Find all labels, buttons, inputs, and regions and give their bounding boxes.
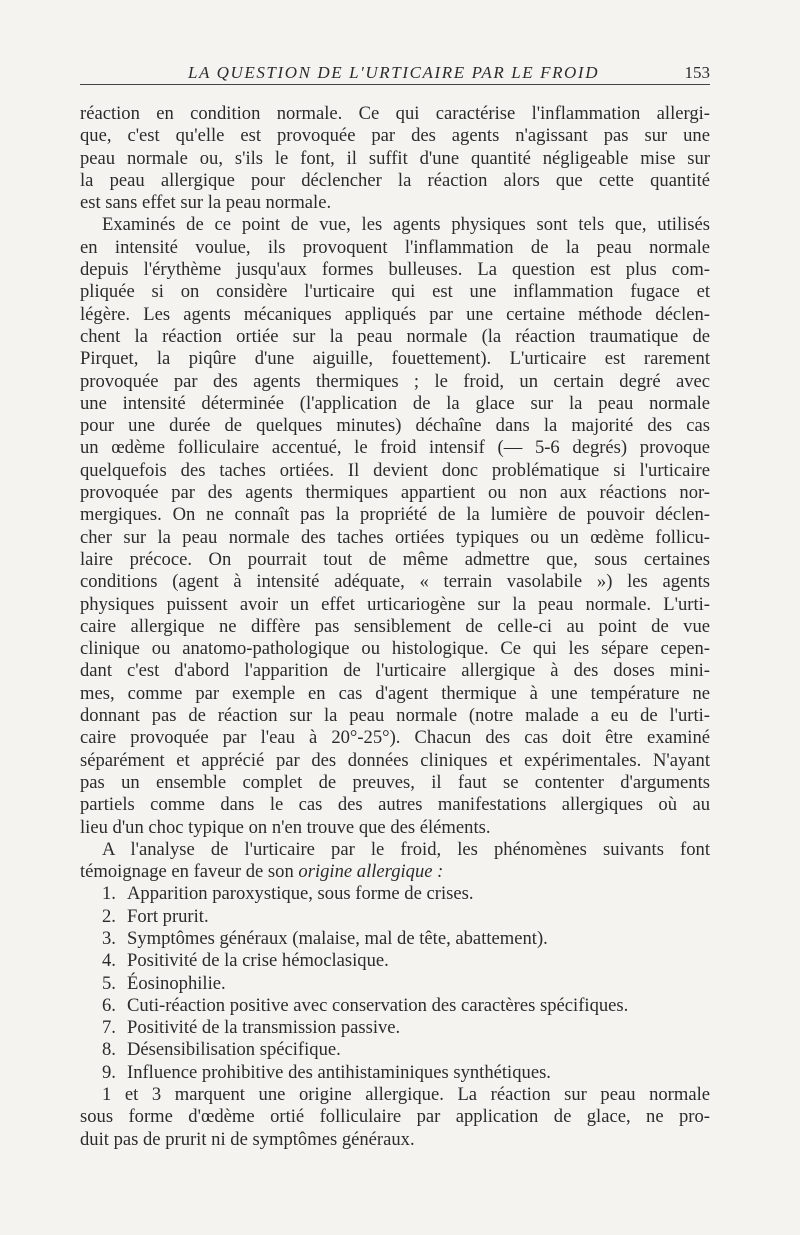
body-text [80, 103, 710, 1151]
list-item-number: 2. [102, 905, 116, 927]
list-item-text: Désensibilisation spécifique. [127, 1039, 341, 1061]
list-item-number: 9. [102, 1061, 116, 1083]
text-line: est sans effet sur la peau normale. [80, 192, 332, 214]
text-line: quelquefois des taches ortiées. Il devient donc problématique si l'urticaire [80, 459, 710, 481]
emphasis-text: origine allergique : [298, 861, 444, 883]
text-line: partiels comme dans le cas des autres manifestations allergiques où au [80, 794, 710, 816]
list-item-number: 8. [102, 1039, 116, 1061]
text-line: caire allergique ne diffère pas sensiblement de celle-ci au point de vue [80, 615, 710, 637]
list-item-number: 3. [102, 927, 116, 949]
intro-paragraph [80, 839, 710, 884]
text-line: provoquée par des agents thermiques ; le froid, un certain degré avec [80, 370, 710, 392]
closing-paragraph [80, 1084, 710, 1151]
list-item-text: Éosinophilie. [127, 972, 226, 994]
text-line: pas un ensemble complet de preuves, il faut se contenter d'arguments [80, 771, 710, 793]
text-line: peau normale ou, s'ils le font, il suffit d'une quantité négligeable mise sur [80, 147, 710, 169]
text-line: légère. Les agents mécaniques appliqués par une certaine méthode déclen- [80, 303, 710, 325]
text-line: la peau allergique pour déclencher la réaction alors que cette quantité [80, 169, 710, 191]
text-line: mes, comme par exemple en cas d'agent thermique à une température ne [80, 682, 710, 704]
text-line: physiques puissent avoir un effet urticariogène sur la peau normale. L'urti- [80, 593, 710, 615]
list-item [80, 906, 710, 928]
list-item-number: 6. [102, 994, 116, 1016]
text-line: dant c'est d'abord l'apparition de l'urticaire allergique à des doses mini- [80, 660, 710, 682]
text-line: chent la réaction ortiée sur la peau normale (la réaction traumatique de [80, 325, 710, 347]
text-line: laire précoce. On pourrait tout de même admettre que, sous certaines [80, 548, 710, 570]
list-item-number: 7. [102, 1017, 116, 1039]
list-item-text: Positivité de la transmission passive. [127, 1017, 401, 1039]
text-line: 1 et 3 marquent une origine allergique. La réaction sur peau normale [102, 1084, 710, 1106]
text-line: séparément et apprécié par des données cliniques et expérimentales. N'ayant [80, 749, 710, 771]
running-title: LA QUESTION DE L'URTICAIRE PAR LE FROID [188, 63, 600, 82]
text-line: depuis l'érythème jusqu'aux formes bulleuses. La question est plus com- [80, 259, 710, 281]
list-item [80, 1062, 710, 1084]
list-item [80, 883, 710, 905]
list-item-number: 1. [102, 883, 116, 905]
list-item-number: 5. [102, 972, 116, 994]
paragraph [80, 103, 710, 214]
list-item [80, 928, 710, 950]
list-item [80, 1039, 710, 1061]
text-line: lieu d'un choc typique on n'en trouve que des éléments. [80, 816, 491, 838]
list-item-text: Apparition paroxystique, sous forme de crises. [127, 883, 474, 905]
list-item-number: 4. [102, 950, 116, 972]
text-line: cher sur la peau normale des taches ortiées typiques ou un œdème follicu- [80, 526, 710, 548]
text-line: donnant pas de réaction sur la peau normale (notre malade a eu de l'urti- [80, 705, 710, 727]
text-line [80, 861, 710, 883]
criteria-list [80, 883, 710, 1084]
text-line: clinique ou anatomo-pathologique ou histologique. Ce qui les sépare cepen- [80, 638, 710, 660]
paragraphs [80, 103, 710, 839]
list-item-text: Symptômes généraux (malaise, mal de tête, abattement). [127, 927, 548, 949]
list-item-text: Influence prohibitive des antihistaminiques synthétiques. [127, 1061, 551, 1083]
list-item-text: Positivité de la crise hémoclasique. [127, 950, 389, 972]
text-line: Pirquet, la piqûre d'une aiguille, fouettement). L'urticaire est rarement [80, 348, 710, 370]
text-line: pour une durée de quelques minutes) déchaîne dans la majorité des cas [80, 415, 710, 437]
text-line: une intensité déterminée (l'application de la glace sur la peau normale [80, 392, 710, 414]
text-line: réaction en condition normale. Ce qui caractérise l'inflammation allergi- [80, 103, 710, 124]
text-line: provoquée par des agents thermiques appartient ou non aux réactions nor- [80, 482, 710, 504]
text-line: A l'analyse de l'urticaire par le froid, les phénomènes suivants font [102, 838, 710, 860]
text-line: Examinés de ce point de vue, les agents physiques sont tels que, utilisés [102, 214, 710, 236]
text-fragment: témoignage en faveur de son [80, 861, 294, 883]
text-line: en intensité voulue, ils provoquent l'inflammation de la peau normale [80, 236, 710, 258]
list-item-text: Fort prurit. [127, 905, 209, 927]
text-line: un œdème folliculaire accentué, le froid intensif (— 5-6 degrés) provoque [80, 437, 710, 459]
running-header [80, 62, 710, 85]
page-number: 153 [684, 63, 710, 82]
list-item [80, 950, 710, 972]
text-line: duit pas de prurit ni de symptômes généraux. [80, 1128, 415, 1150]
text-line: que, c'est qu'elle est provoquée par des agents n'agissant pas sur une [80, 125, 710, 147]
text-line: caire provoquée par l'eau à 20°-25°). Chacun des cas doit être examiné [80, 727, 710, 749]
list-item [80, 995, 710, 1017]
text-line: conditions (agent à intensité adéquate, « terrain vasolabile ») les agents [80, 571, 710, 593]
text-line: pliquée si on considère l'urticaire qui est une inflammation fugace et [80, 281, 710, 303]
text-line: sous forme d'œdème ortié folliculaire par application de glace, ne pro- [80, 1106, 710, 1128]
list-item-text: Cuti-réaction positive avec conservation des caractères spécifiques. [127, 994, 629, 1016]
list-item [80, 1017, 710, 1039]
list-item [80, 973, 710, 995]
text-line: mergiques. On ne connaît pas la propriété de la lumière de pouvoir déclen- [80, 504, 710, 526]
paragraph [80, 214, 710, 838]
